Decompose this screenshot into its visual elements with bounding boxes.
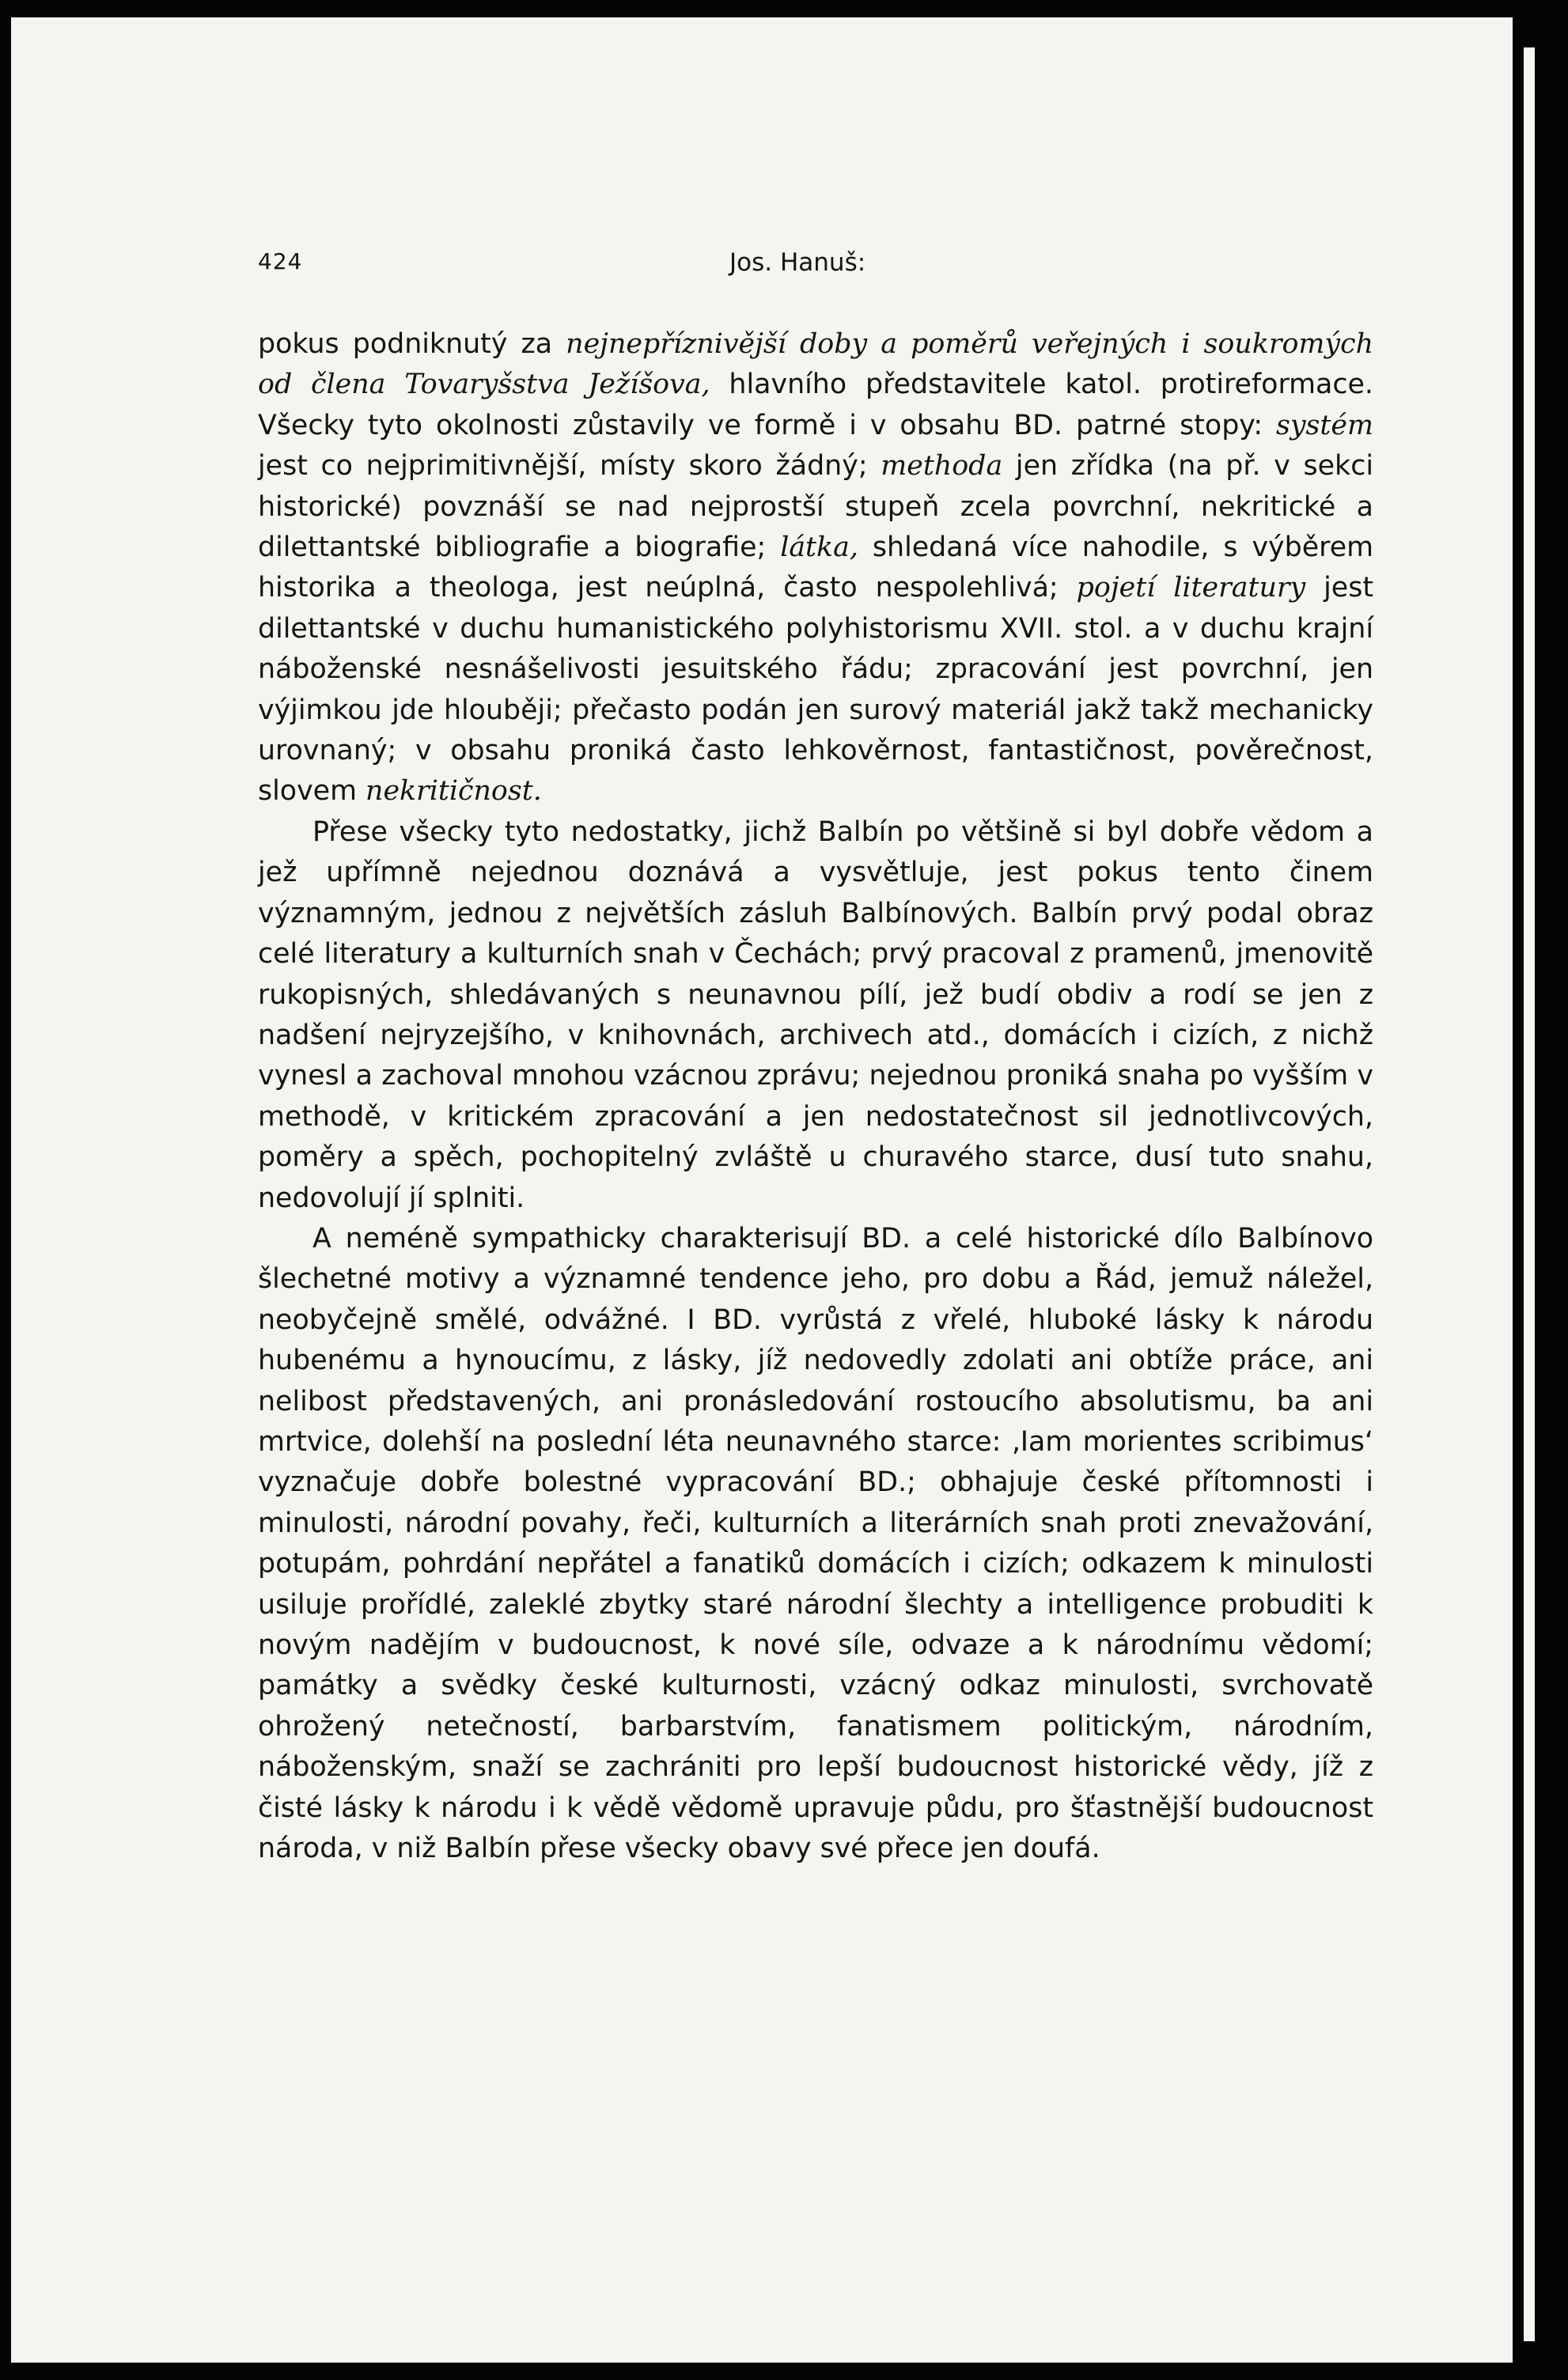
text-run: pokus podniknutý za — [258, 328, 566, 360]
emphasis-run: nejnepříznivější doby a poměrů veřejných i soukromých od člena Tovaryšstva Ježíšova, — [258, 328, 1373, 401]
paragraph — [258, 812, 1373, 1219]
page-header — [11, 248, 1513, 288]
text-run: jest co nejprimitivnější, místy skoro žádný; — [258, 450, 881, 482]
emphasis-run: pojetí literatury — [1076, 572, 1306, 604]
text-run: shledaná více nahodile, s výběrem historika a theologa, jest neúplná, často nespolehlivá; — [258, 532, 1373, 604]
page-number: 424 — [258, 248, 303, 274]
emphasis-run: methoda — [881, 450, 1003, 482]
emphasis-run: látka, — [780, 532, 858, 564]
text-run: jest dilettantské v duchu humanistického polyhistorismu XVII. stol. a v duchu krajní náboženské nesnášelivosti jesuitského řádu; zpracování jest povrchní, jen výjimkou jde hlouběji; přečasto podán jen surový materiál jakž takž mechanicky urovnaný; v obsahu proniká často lehkověrnost, fantastičnost, pověrečnost, slovem — [258, 572, 1373, 808]
body-text — [258, 324, 1373, 1869]
scan-border-top — [0, 0, 1568, 17]
paragraph — [258, 324, 1373, 812]
emphasis-run: nekritičnost. — [365, 775, 542, 808]
paragraph — [258, 1219, 1373, 1870]
text-run: hlavního představitele katol. protireformace. Všecky tyto okolnosti zůstavily ve formě i v obsahu BD. patrné stopy: — [258, 369, 1373, 441]
scan-border-right — [1524, 47, 1535, 2341]
running-head: Jos. Hanuš: — [729, 248, 866, 277]
text-run: A neméně sympathicky charakterisují BD. a celé historické dílo Balbínovo šlechetné motivy a významné tendence jeho, pro dobu a Řád, jemuž náležel, neobyčejně smělé, odvážné. I BD. vyrůstá z vřelé, hluboké lásky k národu hubenému a hynoucímu, z lásky, jíž nedovedly zdolati ani obtíže práce, ani nelibost představených, ani pronásledování rostoucího absolutismu, ba ani mrtvice, dolehší na poslední léta neunavného starce: ‚Iam morientes scribimus‘ vyznačuje dobře bolestné vypracování BD.; obhajuje české přítomnosti i minulosti, národní povahy, řeči, kulturních a literárních snah proti znevažování, potupám, pohrdání nepřátel a fanatiků domácích i cizích; odkazem k minulosti usiluje prořídlé, zaleklé zbytky staré národní šlechty a intelligence probuditi k novým nadějím v budoucnost, k nové síle, odvaze a k národnímu vědomí; památky a svědky české kulturnosti, vzácný odkaz minulosti, svrchovatě ohrožený netečností, barbarstvím, fanatismem politickým, národním, náboženským, snaží se zachrániti pro lepší budoucnost historické vědy, jíž z čisté lásky k národu i k vědě vědomě upravuje půdu, pro šťastnější budoucnost národa, v niž Balbín přese všecky obavy své přece jen doufá. — [258, 1222, 1373, 1865]
text-run: Přese všecky tyto nedostatky, jichž Balbín po většině si byl dobře vědom a jež upřímně nejednou doznává a vysvětluje, jest pokus tento činem významným, jednou z největších zásluh Balbínových. Balbín prvý podal obraz celé literatury a kulturních snah v Čechách; prvý pracoval z pramenů, jmenovitě rukopisných, shledávaných s neunavnou pílí, jež budí obdiv a rodí se jen z nadšení nejryzejšího, v knihovnách, archivech atd., domácích i cizích, z nichž vynesl a zachoval mnohou vzácnou zprávu; nejednou proniká snaha po vyšším v methodě, v kritickém zpracování a jen nedostatečnost sil jednotlivcových, poměry a spěch, pochopitelný zvláště u churavého starce, dusí tuto snahu, nedovolují jí splniti. — [258, 815, 1373, 1214]
book-page — [11, 17, 1513, 2363]
text-run: jen zřídka (na př. v sekci historické) povznáší se nad nejprostší stupeň zcela povrchní, nekritické a dilettantské bibliografie a biografie; — [258, 450, 1374, 564]
emphasis-run: systém — [1276, 409, 1373, 441]
